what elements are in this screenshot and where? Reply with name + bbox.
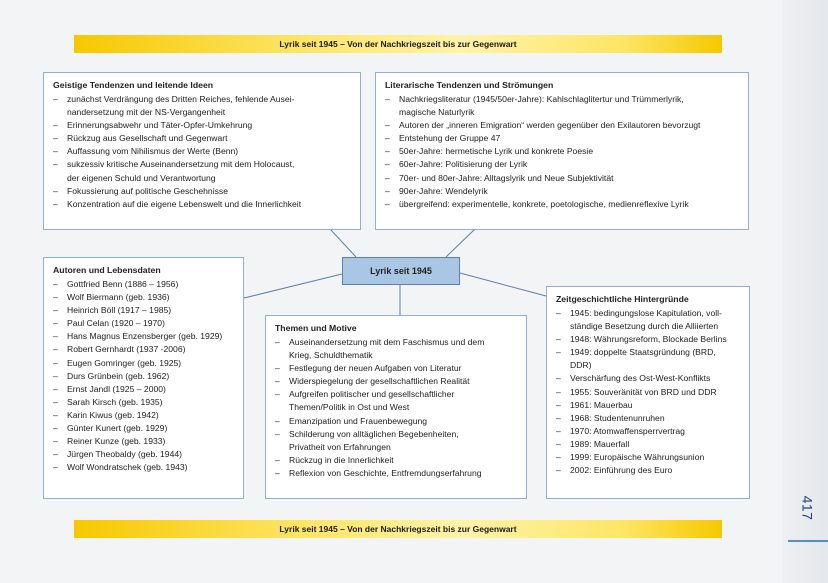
list-item: – Rückzug in die Innerlichkeit [275,454,518,467]
list-item: – 1961: Mauerbau [556,399,741,412]
list-item: – 60er-Jahre: Politisierung der Lyrik [385,158,740,171]
list-item: – Heinrich Böll (1917 – 1985) [53,304,235,317]
list-item: – 90er-Jahre: Wendelyrik [385,185,740,198]
list-item: – 1999: Europäische Währungsunion [556,451,741,464]
list-item: – Autoren der „inneren Emigration“ werden gegenüber den Exilautoren bevorzugt [385,119,740,132]
list-item: – 50er-Jahre: hermetische Lyrik und konkrete Poesie [385,145,740,158]
list-item: – Nachkriegsliteratur (1945/50er-Jahre): Kahlschlaglitertur und Trümmerlyrik, magische Naturlyrik [385,93,740,119]
list-item: – 70er- und 80er-Jahre: Alltagslyrik und Neue Subjektivität [385,172,740,185]
box-title: Geistige Tendenzen und leitende Ideen [53,80,214,90]
list-item: – zunächst Verdrängung des Dritten Reiches, fehlende Ausei- nandersetzung mit der NS-Vergangenheit [53,93,352,119]
list-item: – Widerspiegelung der gesellschaftlichen Realität [275,375,518,388]
list-item: – 1945: bedingungslose Kapitulation, voll- ständige Besetzung durch die Alliierten [556,307,741,333]
connector-literarisch [446,229,475,257]
list-item: – Wolf Biermann (geb. 1936) [53,291,235,304]
list-item: – Schilderung von alltäglichen Begebenheiten, Privatheit von Erfahrungen [275,428,518,454]
list-item: – Hans Magnus Enzensberger (geb. 1929) [53,330,235,343]
list-item: – 1955: Souveränität von BRD und DDR [556,386,741,399]
connector-zeitgeschichte [460,273,546,296]
list-item: – Robert Gernhardt (1937 -2006) [53,343,235,356]
box-geistige-tendenzen [43,72,361,230]
box-autoren [43,257,244,499]
banner-top: Lyrik seit 1945 – Von der Nachkriegszeit bis zur Gegenwart [74,35,722,53]
list-item: – Günter Kunert (geb. 1929) [53,422,235,435]
list-item: – Auseinandersetzung mit dem Faschismus und dem Krieg, Schuldthematik [275,336,518,362]
list-item: – Aufgreifen politischer und gesellschaftlicher Themen/Politik in Ost und West [275,388,518,414]
list-item: – 1989: Mauerfall [556,438,741,451]
list-item: – Verschärfung des Ost-West-Konflikts [556,372,741,385]
box-themen-motive [265,315,527,499]
list-item: – Wolf Wondratschek (geb. 1943) [53,461,235,474]
list-item: – Rückzug aus Gesellschaft und Gegenwart [53,132,352,145]
center-node: Lyrik seit 1945 [342,257,460,285]
list-item: – 1970: Atomwaffensperrvertrag [556,425,741,438]
list-item: – Auffassung vom Nihilismus der Werte (Benn) [53,145,352,158]
list-item: – Jürgen Theobaldy (geb. 1944) [53,448,235,461]
list-item: – 1948: Währungsreform, Blockade Berlins [556,333,741,346]
list-item: – Reiner Kunze (geb. 1933) [53,435,235,448]
list-item: – sukzessiv kritische Auseinandersetzung mit dem Holocaust, der eigenen Schuld und Verantwortung [53,158,352,184]
box-title: Themen und Motive [275,323,357,333]
list-item: – Ernst Jandl (1925 – 2000) [53,383,235,396]
item-list [53,278,235,474]
list-item: – Reflexion von Geschichte, Entfremdungserfahrung [275,467,518,480]
list-item: – Erinnerungsabwehr und Täter-Opfer-Umkehrung [53,119,352,132]
item-list [385,93,740,211]
list-item: – Fokussierung auf politische Geschehnisse [53,185,352,198]
list-item: – 1968: Studentenunruhen [556,412,741,425]
list-item: – Karin Kiwus (geb. 1942) [53,409,235,422]
banner-bottom: Lyrik seit 1945 – Von der Nachkriegszeit bis zur Gegenwart [74,520,722,538]
item-list [53,93,352,211]
box-title: Zeitgeschichtliche Hintergründe [556,294,689,304]
list-item: – Konzentration auf die eigene Lebenswelt und die Innerlichkeit [53,198,352,211]
list-item: – Emanzipation und Frauenbewegung [275,415,518,428]
connector-autoren [244,274,342,298]
item-list [556,307,741,477]
box-title: Autoren und Lebensdaten [53,265,161,275]
list-item: – Entstehung der Gruppe 47 [385,132,740,145]
list-item: – 2002: Einführung des Euro [556,464,741,477]
list-item: – Gottfried Benn (1886 – 1956) [53,278,235,291]
box-literarische-tendenzen [375,72,749,230]
page-number: 417 [799,495,816,521]
list-item: – Eugen Gomringer (geb. 1925) [53,357,235,370]
list-item: – Paul Celan (1920 – 1970) [53,317,235,330]
list-item: – Durs Grünbein (geb. 1962) [53,370,235,383]
connector-geistige [330,229,356,257]
item-list [275,336,518,480]
box-title: Literarische Tendenzen und Strömungen [385,80,554,90]
list-item: – 1949: doppelte Staatsgründung (BRD, DDR) [556,346,741,372]
list-item: – übergreifend: experimentelle, konkrete, poetologische, medienreflexive Lyrik [385,198,740,211]
list-item: – Festlegung der neuen Aufgaben von Literatur [275,362,518,375]
list-item: – Sarah Kirsch (geb. 1935) [53,396,235,409]
box-zeitgeschichte [546,286,750,499]
